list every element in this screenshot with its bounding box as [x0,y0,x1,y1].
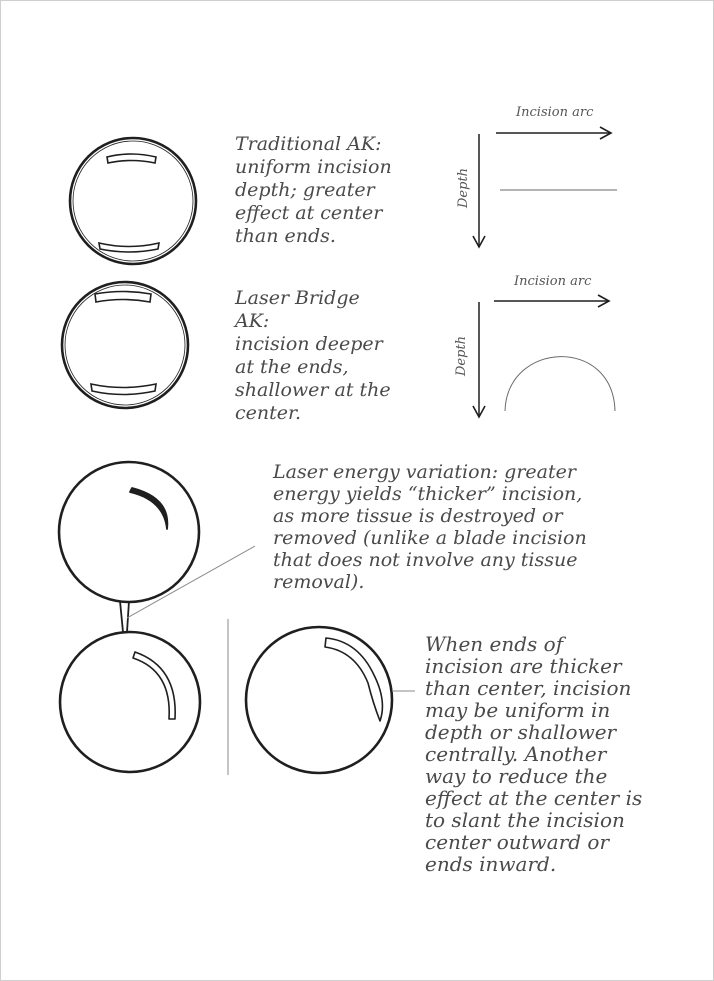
laser-energy-eye-bottom [60,632,200,772]
laser-energy-eye-top [59,462,199,602]
laser-energy-thick-incision [130,488,167,529]
thicker-ends-eye [246,627,392,773]
thicker-ends-note: When ends of incision are thicker than center, incision may be uniform in depth or shallower centrally. Another way to reduce the effect at the center is to slant the incision center outward or ends inward. [425,632,643,876]
laser-bridge-graph [454,274,615,417]
traditional-ak-top-incision [107,154,156,163]
laser-energy-note: Laser energy variation: greater energy yields “thicker” incision, as more tissue is destroyed or removed (unlike a blade incision that does not involve any tissue removal). [273,461,587,593]
laser-bridge-depth-profile [505,357,615,411]
eye-connector [120,601,129,632]
laser-bridge-y-label: Depth [454,335,469,376]
laser-bridge-ak-description: Laser Bridge AK: incision deeper at the ends, shallower at the center. [235,287,391,424]
traditional-ak-bottom-incision [99,243,159,252]
laser-bridge-ak-eye [62,282,188,408]
traditional-ak-eye [70,138,196,264]
laser-bridge-top-incision [95,292,151,303]
traditional-ak-y-label: Depth [456,167,471,208]
traditional-ak-description: Traditional AK: uniform incision depth; greater effect at center than ends. [235,133,392,247]
bottom-eye-incision [133,652,175,719]
traditional-ak-graph [456,105,617,247]
laser-bridge-bottom-incision [91,384,156,395]
laser-energy-leader-line [127,546,255,618]
traditional-ak-x-label: Incision arc [516,105,594,120]
laser-bridge-x-label: Incision arc [514,274,592,289]
